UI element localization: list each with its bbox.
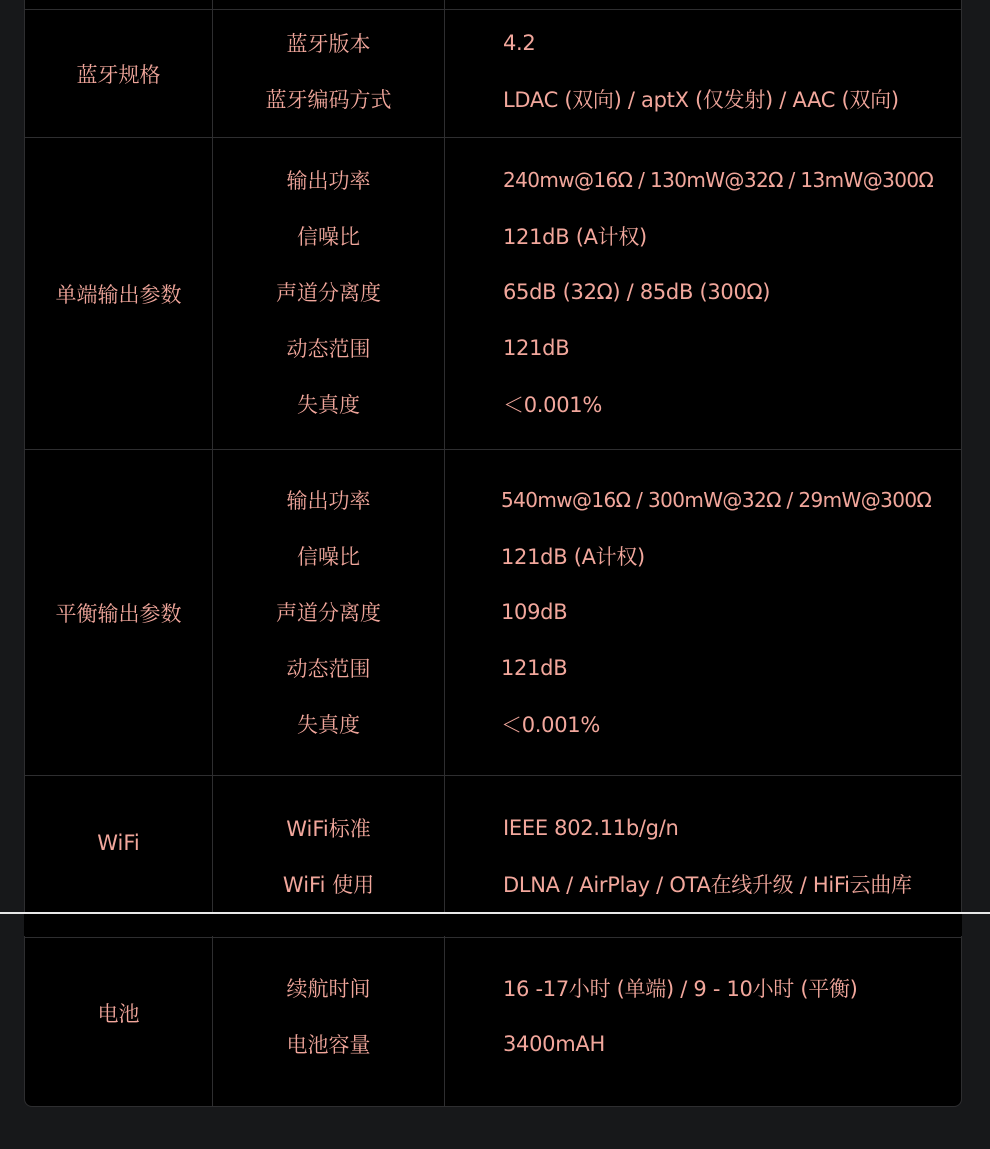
spec-label: 信噪比: [297, 225, 360, 249]
spec-value: 4.2: [503, 31, 536, 55]
spec-label: 输出功率: [286, 489, 371, 513]
spec-row: [25, 376, 961, 432]
spec-value: 121dB (A计权): [503, 225, 647, 249]
spec-row: [25, 264, 961, 320]
spec-value: 109dB: [501, 600, 568, 624]
image-seam: [24, 914, 962, 936]
spec-row: [25, 960, 961, 1016]
spec-value: ＜0.001%: [503, 393, 602, 417]
spec-label: 电池容量: [286, 1033, 371, 1057]
spec-value: 121dB: [503, 336, 570, 360]
spec-label: 蓝牙编码方式: [265, 88, 392, 112]
spec-label: 动态范围: [286, 337, 371, 361]
spec-table: [24, 0, 962, 1107]
category-label: WiFi: [97, 830, 140, 855]
spec-value: LDAC (双向) / aptX (仅发射) / AAC (双向): [503, 88, 899, 112]
spec-value: 121dB: [501, 656, 568, 680]
category-label: 单端输出参数: [55, 282, 182, 307]
spec-value: 240mw@16Ω / 130mW@32Ω / 13mW@300Ω: [503, 168, 934, 192]
spec-value: 3400mAH: [503, 1032, 605, 1056]
spec-row: [25, 472, 961, 528]
spec-row: [25, 528, 961, 584]
spec-section-single-ended: [25, 138, 961, 449]
spec-label: 声道分离度: [276, 601, 381, 625]
spec-label: 续航时间: [286, 977, 371, 1001]
spec-row: [25, 320, 961, 376]
spec-value: ＜0.001%: [501, 713, 600, 737]
spec-label: 失真度: [297, 393, 360, 417]
spec-row: [25, 208, 961, 264]
spec-row: [25, 71, 961, 127]
spec-row: [25, 800, 961, 856]
spec-label: 声道分离度: [276, 281, 381, 305]
spec-section-battery: [25, 938, 961, 1107]
spec-section-bluetooth: [25, 10, 961, 137]
category-label: 蓝牙规格: [76, 62, 161, 87]
spec-row: [25, 696, 961, 752]
spec-value: IEEE 802.11b/g/n: [503, 816, 679, 840]
spec-row: [25, 640, 961, 696]
spec-label: WiFi 使用: [282, 873, 375, 897]
spec-section-balanced: [25, 450, 961, 775]
spec-value: 16 -17小时 (单端) / 9 - 10小时 (平衡): [503, 977, 858, 1001]
spec-label: 失真度: [297, 713, 360, 737]
category-label: 平衡输出参数: [55, 601, 182, 626]
spec-label: 信噪比: [297, 545, 360, 569]
spec-value: 121dB (A计权): [501, 545, 645, 569]
spec-label: 蓝牙版本: [286, 32, 371, 56]
spec-value: 65dB (32Ω) / 85dB (300Ω): [503, 280, 771, 304]
spec-label: 动态范围: [286, 657, 371, 681]
spec-row: [25, 15, 961, 71]
category-label: 电池: [97, 1002, 140, 1026]
spec-value: DLNA / AirPlay / OTA在线升级 / HiFi云曲库: [503, 873, 912, 897]
spec-label: 输出功率: [286, 169, 371, 193]
spec-row: [25, 856, 961, 912]
spec-row: [25, 584, 961, 640]
spec-label: WiFi标准: [286, 817, 371, 841]
spec-value: 540mw@16Ω / 300mW@32Ω / 29mW@300Ω: [501, 488, 932, 512]
spec-row: [25, 1016, 961, 1072]
image-seam-line: [0, 912, 990, 914]
spec-row: [25, 152, 961, 208]
